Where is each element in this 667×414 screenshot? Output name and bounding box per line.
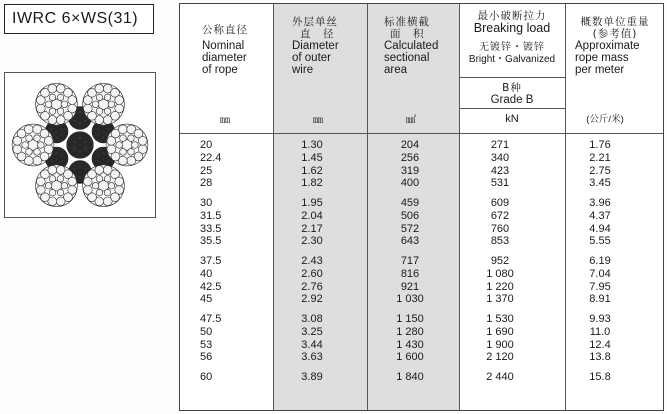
outer-wire-diameter-cell: 2.60 [301,268,323,280]
outer-strand-wire [96,94,103,101]
outer-strand-wire [34,149,41,156]
breaking-load-header: 最小破断拉力 Breaking load [473,10,551,35]
core-strand-wire [59,157,63,161]
outer-wire-diameter-cell: 3.25 [301,326,323,338]
outer-strand-wire [107,145,116,154]
breaking-load-cell: 672 [490,210,510,222]
core-strand-wire [106,157,110,161]
core-strand-wire [80,139,84,143]
core-strand-wire [99,160,103,164]
outer-strand-wire [57,189,64,196]
sectional-area-cell: 506 [400,210,420,222]
outer-wire-diameter-cell: 1.82 [301,177,323,189]
rope-mass-cell: 13.8 [589,351,611,363]
nominal-diameter-cell: 45 [200,293,213,305]
outer-strand-wire [104,94,111,101]
rope-mass-cell: 7.04 [589,268,611,280]
core-strand-wire [53,160,57,164]
rope-mass-cell: 5.55 [589,235,611,247]
outer-strand-wire [68,177,77,186]
core-strand-wire [76,174,80,178]
outer-strand-wire [83,104,92,113]
rope-mass-cell: 6.19 [589,255,611,267]
core-strand-wire [99,133,103,137]
rope-mass-cell: 15.8 [589,371,611,383]
nominal-diameter-cell: 40 [200,268,213,280]
rope-mass-cell: 4.37 [589,210,611,222]
core-strand-wire [76,113,80,117]
core-strand-wire [99,148,104,153]
outer-wire-diameter-cell: 3.63 [301,351,323,363]
outer-strand-wire [96,189,103,196]
outer-strand-wire [120,135,127,142]
outer-strand-wire [104,176,111,183]
nominal-header: 公称直径 Nominal diameter of rope [202,24,248,76]
outer-wire-diameter-cell: 1.95 [301,197,323,209]
breaking-load-cell: 2 120 [486,351,514,363]
core-strand-wire [53,126,57,130]
outer-strand-wire [49,108,56,115]
outer-strand-wire [115,96,124,105]
outer-strand-wire [36,104,45,113]
outer-wire-header: 外层单丝 直 径 Diameter of outer wire [292,16,339,76]
core-strand-wire [53,133,57,137]
nominal-diameter-cell: 50 [200,326,213,338]
rope-mass-cell: 4.94 [589,223,611,235]
sectional-area-cell: 1 840 [396,371,424,383]
core-strand-wire [74,170,78,174]
core-strand-wire [57,138,62,143]
outer-strand-wire [24,125,33,134]
breaking-load-cell: 1 900 [486,339,514,351]
nominal-diameter-cell: 47.5 [200,313,222,325]
nominal-diameter-cell: 33.5 [200,223,222,235]
sectional-area-cell: 1 030 [396,293,424,305]
outer-strand-wire [104,189,111,196]
core-strand-wire [73,143,77,147]
core-strand-wire [63,154,68,159]
outer-strand-wire [45,101,52,108]
outer-strand-wire [49,176,56,183]
outer-strand-wire [33,156,42,165]
outer-strand-wire [48,166,57,175]
outer-strand-wire [138,136,147,145]
outer-strand-wire [13,145,22,154]
breaking-load-cell: 1 370 [486,293,514,305]
finish-header: 无镀锌・镀锌 Bright・Galvanized [468,42,556,65]
nominal-diameter-cell: 31.5 [200,210,222,222]
core-strand-wire [87,140,93,146]
outer-wire-diameter-cell: 2.30 [301,235,323,247]
breaking-load-cell: 423 [490,165,510,177]
breaking-load-cell: 853 [490,235,510,247]
outer-strand-wire [26,135,33,142]
outer-strand-wire [44,136,53,145]
nominal-diameter-cell: 37.5 [200,255,222,267]
core-strand-wire [57,153,61,157]
outer-strand-wire [61,101,68,108]
sectional-area-cell: 717 [400,255,420,267]
rope-mass-cell: 3.45 [589,177,611,189]
core-strand-wire [83,116,87,120]
core-strand-wire [75,147,79,151]
breaking-load-cell: 340 [490,152,510,164]
core-strand-wire [99,126,103,130]
outer-wire-diameter-cell: 3.89 [301,371,323,383]
mass-unit: (公斤/米) [586,114,624,125]
rope-mass-cell: 2.75 [589,165,611,177]
core-strand-wire [99,153,103,157]
outer-strand-wire [118,125,127,134]
outer-strand-wire [92,182,99,189]
sectional-area-cell: 1 430 [396,339,424,351]
outer-strand-wire [128,135,135,142]
nominal-diameter-cell: 60 [200,371,213,383]
grade-header: B种 Grade B [490,82,534,106]
breaking-load-cell: 271 [490,139,510,151]
column-divider [367,4,368,410]
sectional-area-cell: 816 [400,268,420,280]
core-strand-wire [67,145,73,151]
outer-strand-wire [61,182,68,189]
breaking-sub-rule [459,77,565,78]
outer-strand-wire [128,149,135,156]
core-strand-wire [51,157,55,161]
outer-strand-wire [83,186,92,195]
outer-wire-diameter-cell: 2.92 [301,293,323,305]
core-strand-wire [80,174,84,178]
outer-wire-diameter-cell: 1.45 [301,152,323,164]
core-strand-wire [74,116,78,120]
outer-strand-wire [96,176,103,183]
outer-wire-diameter-cell: 2.17 [301,223,323,235]
outer-strand-wire [132,142,139,149]
breaking-load-cell: 1 220 [486,281,514,293]
outer-strand-wire [56,197,65,206]
outer-strand-wire [49,94,56,101]
sectional-area-cell: 572 [400,223,420,235]
nominal-diameter-cell: 35.5 [200,235,222,247]
core-strand-wire [76,120,80,124]
outer-strand-wire [49,189,56,196]
core-strand-wire [57,126,61,130]
area-header: 标准横截 面 积 Calculated sectional area [384,16,439,76]
outer-wire-diameter-cell: 3.44 [301,339,323,351]
outer-strand-wire [103,197,112,206]
outer-strand-wire [45,182,52,189]
sectional-area-cell: 319 [400,165,420,177]
rope-type-title: IWRC 6×WS(31) [4,4,154,34]
core-strand-wire [80,124,85,129]
outer-strand-wire [127,156,136,165]
core-strand-wire [80,147,84,151]
outer-strand-wire [68,96,77,105]
core-strand-wire [106,130,110,134]
core-strand-wire [104,160,108,164]
outer-strand-wire [57,176,64,183]
core-strand-wire [51,130,55,134]
core-strand-wire [75,132,81,138]
core-strand-wire [59,130,63,134]
sectional-area-cell: 643 [400,235,420,247]
sectional-area-cell: 459 [400,197,420,209]
outer-strand-wire [57,108,64,115]
grade-rule [459,108,565,109]
area-unit: ㎟ [406,115,416,126]
breaking-load-cell: 1 530 [486,313,514,325]
sectional-area-cell: 256 [400,152,420,164]
core-strand-wire [83,143,87,147]
core-strand-wire [104,153,108,157]
nominal-diameter-cell: 42.5 [200,281,222,293]
core-strand-wire [63,127,68,132]
core-strand-wire [92,158,97,163]
core-strand-wire [57,133,61,137]
core-strand-wire [92,131,97,136]
rope-mass-cell: 2.21 [589,152,611,164]
outer-strand-wire [95,84,104,93]
breaking-load-cell: 1 690 [486,326,514,338]
sectional-area-cell: 1 280 [396,326,424,338]
rope-mass-cell: 12.4 [589,339,611,351]
core-strand-wire [80,120,84,124]
outer-strand-wire [26,149,33,156]
nominal-diameter-cell: 25 [200,165,213,177]
outer-strand-wire [115,177,124,186]
core-strand-wire [97,130,101,134]
outer-strand-wire [56,116,65,125]
core-strand-wire [80,113,84,117]
rope-spec-table [179,3,664,411]
outer-strand-wire [108,101,115,108]
nominal-diameter-cell: 22.4 [200,152,222,164]
header-bottom-rule [180,133,663,134]
nominal-diameter-cell: 56 [200,351,213,363]
breaking-unit: kN [505,113,519,125]
mass-header: 概数单位重量 (参考值) Approximate rope mass per meter [575,16,650,76]
core-strand-wire [80,167,84,171]
outer-strand-wire [108,182,115,189]
outer-strand-wire [38,142,45,149]
core-strand-wire [57,160,61,164]
column-divider [273,4,274,410]
nominal-unit: ㎜ [220,115,230,126]
outer-strand-wire [95,166,104,175]
breaking-load-cell: 609 [490,197,510,209]
outer-wire-diameter-cell: 2.43 [301,255,323,267]
nominal-diameter-cell: 30 [200,197,213,209]
breaking-load-cell: 2 440 [486,371,514,383]
outer-strand-wire [36,186,45,195]
rope-cross-section-diagram [4,72,156,218]
outer-wire-diameter-cell: 3.08 [301,313,323,325]
rope-cross-section-svg [5,73,155,217]
nominal-diameter-cell: 28 [200,177,213,189]
sectional-area-cell: 400 [400,177,420,189]
sectional-area-cell: 1 600 [396,351,424,363]
rope-mass-cell: 7.95 [589,281,611,293]
core-strand-wire [104,133,108,137]
sectional-area-cell: 921 [400,281,420,293]
outer-strand-wire [96,108,103,115]
breaking-load-cell: 760 [490,223,510,235]
breaking-load-cell: 531 [490,177,510,189]
breaking-load-cell: 1 080 [486,268,514,280]
outer-strand-wire [92,101,99,108]
outer-strand-wire [48,84,57,93]
nominal-diameter-cell: 20 [200,139,213,151]
outer-strand-wire [103,116,112,125]
rope-mass-cell: 11.0 [589,326,611,338]
outer-wire-diameter-cell: 2.76 [301,281,323,293]
outer-strand-wire [22,142,29,149]
outer-wire-diameter-cell: 1.62 [301,165,323,177]
outer-strand-wire [104,108,111,115]
core-strand-wire [97,157,101,161]
rope-mass-cell: 1.76 [589,139,611,151]
sectional-area-cell: 204 [400,139,420,151]
core-strand-wire [80,152,86,158]
outer-wire-diameter-cell: 1.30 [301,139,323,151]
rope-mass-cell: 8.91 [589,293,611,305]
nominal-diameter-cell: 53 [200,339,213,351]
outer-strand-wire [116,142,123,149]
outer-strand-wire [57,94,64,101]
breaking-load-cell: 952 [490,255,510,267]
core-strand-wire [83,170,87,174]
outer-wire-diameter-cell: 2.04 [301,210,323,222]
rope-mass-cell: 3.96 [589,197,611,209]
outer-wire-unit: ㎜ [313,115,323,126]
rope-mass-cell: 9.93 [589,313,611,325]
core-strand-wire [104,126,108,130]
core-strand-wire [75,161,80,166]
core-strand-wire [76,167,80,171]
outer-strand-wire [120,149,127,156]
outer-strand-wire [34,135,41,142]
core-strand-wire [75,139,79,143]
core-strand-wire [53,153,57,157]
sectional-area-cell: 1 150 [396,313,424,325]
